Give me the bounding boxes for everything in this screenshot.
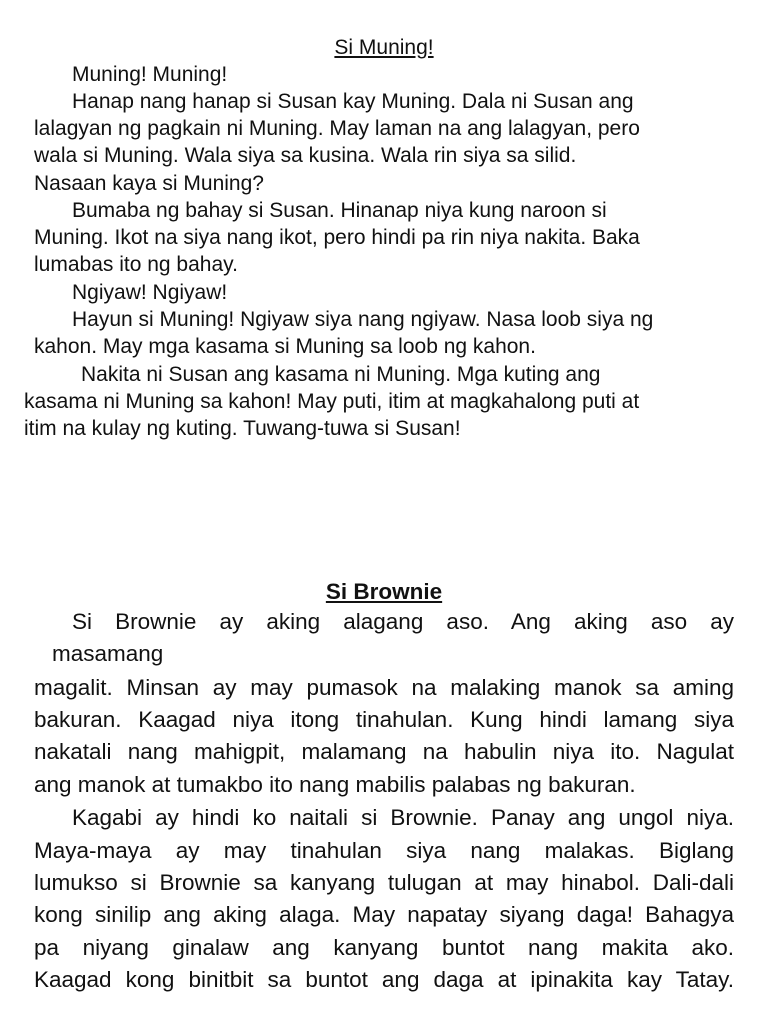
paragraph-line: Nakita ni Susan ang kasama ni Muning. Mga kuting ang — [81, 363, 601, 386]
paragraph-line: Bumaba ng bahay si Susan. Hinanap niya kung naroon si — [72, 199, 607, 222]
paragraph-line: kasama ni Muning sa kahon! May puti, itim at magkahalong puti at — [24, 390, 640, 413]
paragraph-line: Si Brownie ay aking alagang aso. Ang aking aso ay — [72, 609, 734, 634]
paragraph-line: Muning! Muning! — [72, 63, 228, 86]
paragraph-line: kahon. May mga kasama si Muning sa loob ng kahon. — [34, 335, 536, 358]
paragraph-line: Maya-maya ay may tinahulan siya nang malakas. Biglang — [34, 838, 734, 863]
paragraph-line: Hayun si Muning! Ngiyaw siya nang ngiyaw. Nasa loob siya ng — [72, 308, 654, 331]
paragraph-line: magalit. Minsan ay may pumasok na malaking manok sa aming — [34, 675, 734, 700]
paragraph-line: Kagabi ay hindi ko naitali si Brownie. Panay ang ungol niya. — [72, 805, 734, 830]
paragraph-line: Nasaan kaya si Muning? — [34, 172, 264, 195]
paragraph-line: nakatali nang mahigpit, malamang na habulin niya ito. Nagulat — [34, 739, 734, 764]
paragraph-line: lumukso si Brownie sa kanyang tulugan at may hinabol. Dali-dali — [34, 870, 734, 895]
story-title-si-muning: Si Muning! — [334, 36, 434, 59]
paragraph-line: lumabas ito ng bahay. — [34, 253, 238, 276]
paragraph-line: pa niyang ginalaw ang kanyang buntot nang makita ako. — [34, 935, 734, 960]
paragraph-line: wala si Muning. Wala siya sa kusina. Wala rin siya sa silid. — [34, 144, 577, 167]
paragraph-line: ang manok at tumakbo ito nang mabilis palabas ng bakuran. — [34, 772, 636, 797]
paragraph-line: masamang — [52, 641, 164, 666]
paragraph-line: Hanap nang hanap si Susan kay Muning. Dala ni Susan ang — [72, 90, 634, 113]
paragraph-line: bakuran. Kaagad niya itong tinahulan. Kung hindi lamang siya — [34, 707, 734, 732]
paragraph-line: kong sinilip ang aking alaga. May napatay siyang daga! Bahagya — [34, 902, 734, 927]
paragraph-line: itim na kulay ng kuting. Tuwang-tuwa si Susan! — [24, 417, 461, 440]
paragraph-line: Muning. Ikot na siya nang ikot, pero hindi pa rin niya nakita. Baka — [34, 226, 640, 249]
paragraph-line: Ngiyaw! Ngiyaw! — [72, 281, 228, 304]
paragraph-line: Kaagad kong binitbit sa buntot ang daga at ipinakita kay Tatay. — [34, 967, 734, 992]
paragraph-line: lalagyan ng pagkain ni Muning. May laman na ang lalagyan, pero — [34, 117, 640, 140]
story-title-si-brownie: Si Brownie — [325, 579, 443, 604]
